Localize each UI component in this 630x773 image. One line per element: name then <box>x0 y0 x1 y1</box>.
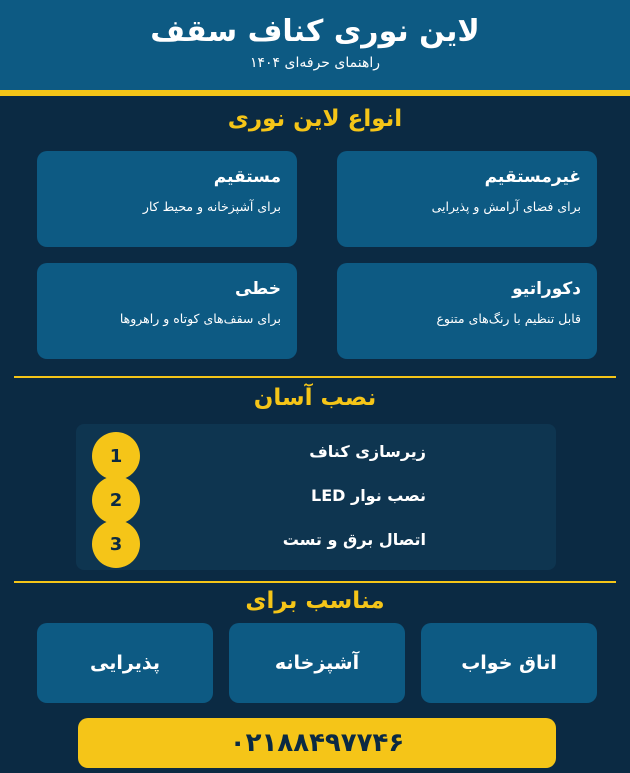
section-divider <box>14 581 616 583</box>
type-card-desc: برای فضای آرامش و پذیرایی <box>431 199 581 214</box>
type-card-decorative <box>337 263 597 359</box>
page-title: لاین نوری کناف سقف <box>150 14 480 49</box>
suitable-card-kitchen: آشپزخانه <box>229 623 405 703</box>
type-card-desc: برای آشپزخانه و محیط کار <box>142 199 281 214</box>
step-row <box>76 476 556 516</box>
types-section-title: انواع لاین نوری <box>227 106 403 132</box>
phone-number[interactable]: ۰۲۱۸۸۴۹۷۷۴۶ <box>78 718 556 768</box>
step-row <box>76 520 556 560</box>
type-card-title: مستقیم <box>213 167 281 187</box>
suitable-card-bedroom: اتاق خواب <box>421 623 597 703</box>
step-number-badge: 3 <box>92 520 140 568</box>
install-steps <box>76 424 556 570</box>
suitable-section-title: مناسب برای <box>245 588 385 614</box>
section-divider <box>14 376 616 378</box>
type-card-linear <box>37 263 297 359</box>
install-section-title: نصب آسان <box>253 385 377 411</box>
suitable-card-living-room: پذیرایی <box>37 623 213 703</box>
header <box>0 0 630 90</box>
step-number-badge: 2 <box>92 476 140 524</box>
type-card-desc: برای سقف‌های کوتاه و راهروها <box>119 311 281 326</box>
type-card-title: خطی <box>234 279 281 299</box>
header-divider <box>0 90 630 96</box>
type-card-direct <box>37 151 297 247</box>
page-subtitle: راهنمای حرفه‌ای ۱۴۰۴ <box>250 55 380 71</box>
step-label: اتصال برق و تست <box>282 530 426 549</box>
type-card-desc: قابل تنظیم با رنگ‌های متنوع <box>436 311 581 326</box>
step-number-badge: 1 <box>92 432 140 480</box>
step-label: نصب نوار LED <box>311 486 426 505</box>
step-label: زیرسازی کناف <box>309 442 426 461</box>
step-row <box>76 432 556 472</box>
type-card-title: غیرمستقیم <box>484 167 581 187</box>
type-card-title: دکوراتیو <box>512 279 581 299</box>
type-card-indirect <box>337 151 597 247</box>
